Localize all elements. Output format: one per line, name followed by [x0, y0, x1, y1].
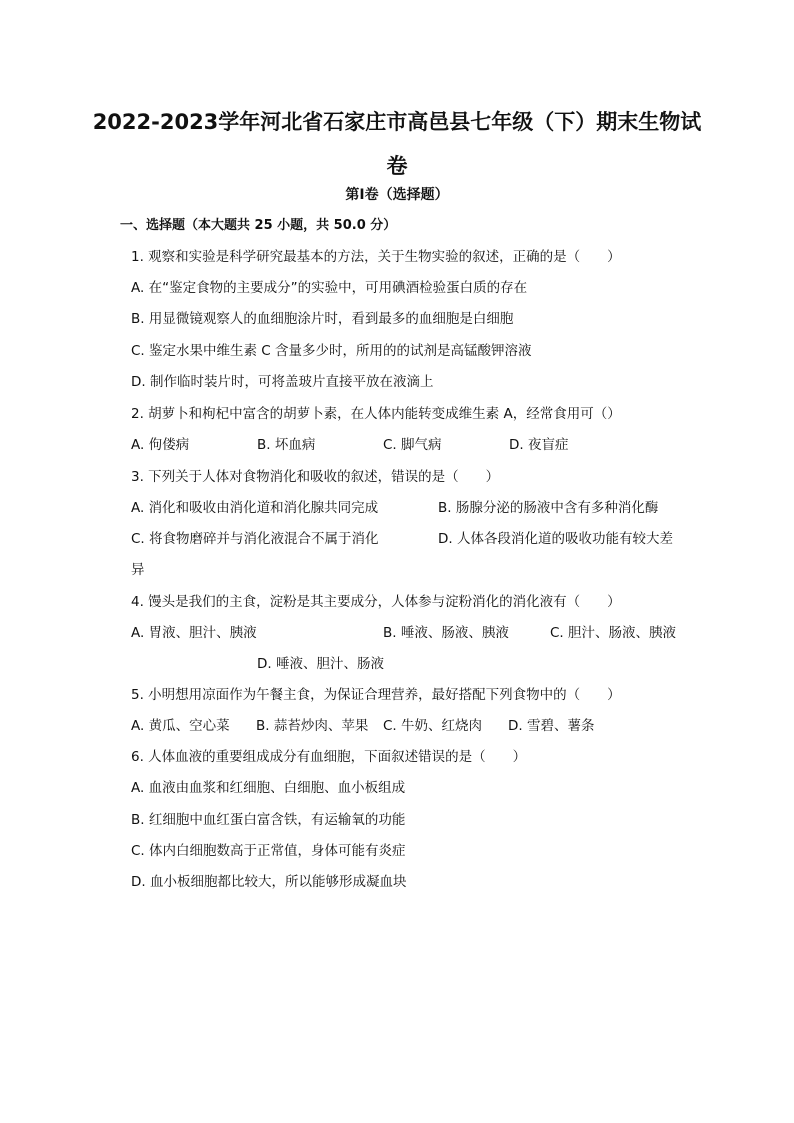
question-2-option-a: A. 佝偻病 — [131, 437, 190, 453]
question-2-stem: 2. 胡萝卜和枸杞中富含的胡萝卜素，在人体内能转变成维生素 A，经常食用可（） — [131, 406, 621, 422]
question-1-stem: 1. 观察和实验是科学研究最基本的方法，关于生物实验的叙述，正确的是（ ） — [131, 249, 621, 265]
question-6-option-b: B. 红细胞中血红蛋白富含铁，有运输氧的功能 — [131, 812, 406, 828]
question-3-option-c: C. 将食物磨碎并与消化液混合不属于消化 — [131, 531, 379, 547]
question-1-option-d: D. 制作临时装片时，可将盖玻片直接平放在液滴上 — [131, 374, 434, 390]
question-1-option-c: C. 鉴定水果中维生素 C 含量多少时，所用的的试剂是高锰酸钾溶液 — [131, 343, 532, 359]
question-6-option-d: D. 血小板细胞都比较大，所以能够形成凝血块 — [131, 874, 407, 890]
question-4-option-d: D. 唾液、胆汁、肠液 — [257, 656, 384, 672]
question-5-stem: 5. 小明想用凉面作为午餐主食，为保证合理营养，最好搭配下列食物中的（ ） — [131, 687, 621, 703]
question-4-option-a: A. 胃液、胆汁、胰液 — [131, 625, 257, 641]
question-3-option-b: B. 肠腺分泌的肠液中含有多种消化酶 — [438, 500, 659, 516]
question-4-option-c: C. 胆汁、肠液、胰液 — [550, 625, 677, 641]
question-6-option-c: C. 体内白细胞数高于正常值，身体可能有炎症 — [131, 843, 406, 859]
question-1-option-b: B. 用显微镜观察人的血细胞涂片时，看到最多的血细胞是白细胞 — [131, 311, 514, 327]
question-5-option-d: D. 雪碧、薯条 — [508, 718, 595, 734]
question-6-option-a: A. 血液由血浆和红细胞、白细胞、血小板组成 — [131, 780, 406, 796]
question-2-option-d: D. 夜盲症 — [509, 437, 569, 453]
question-3-option-d: D. 人体各段消化道的吸收功能有较大差 — [438, 531, 673, 547]
question-3-stem: 3. 下列关于人体对食物消化和吸收的叙述，错误的是（ ） — [131, 469, 500, 485]
question-5-option-a: A. 黄瓜、空心菜 — [131, 718, 230, 734]
question-4-stem: 4. 馒头是我们的主食，淀粉是其主要成分，人体参与淀粉消化的消化液有（ ） — [131, 594, 621, 610]
part-title: 第I卷（选择题） — [345, 187, 449, 203]
question-1-option-a: A. 在“鉴定食物的主要成分”的实验中，可用碘酒检验蛋白质的存在 — [131, 280, 528, 296]
question-4-option-b: B. 唾液、肠液、胰液 — [383, 625, 509, 641]
question-3-option-d-continued: 异 — [131, 562, 145, 578]
page-title: 2022-2023学年河北省石家庄市高邑县七年级（下）期末生物试卷 — [92, 110, 702, 178]
question-2-option-c: C. 脚气病 — [383, 437, 442, 453]
question-6-stem: 6. 人体血液的重要组成成分有血细胞，下面叙述错误的是（ ） — [131, 749, 527, 765]
question-5-option-c: C. 牛奶、红烧肉 — [383, 718, 483, 734]
question-3-option-a: A. 消化和吸收由消化道和消化腺共同完成 — [131, 500, 379, 516]
question-2-option-b: B. 坏血病 — [257, 437, 316, 453]
question-5-option-b: B. 蒜苔炒肉、苹果 — [256, 718, 369, 734]
section-heading: 一、选择题（本大题共 25 小题，共 50.0 分） — [120, 218, 397, 233]
